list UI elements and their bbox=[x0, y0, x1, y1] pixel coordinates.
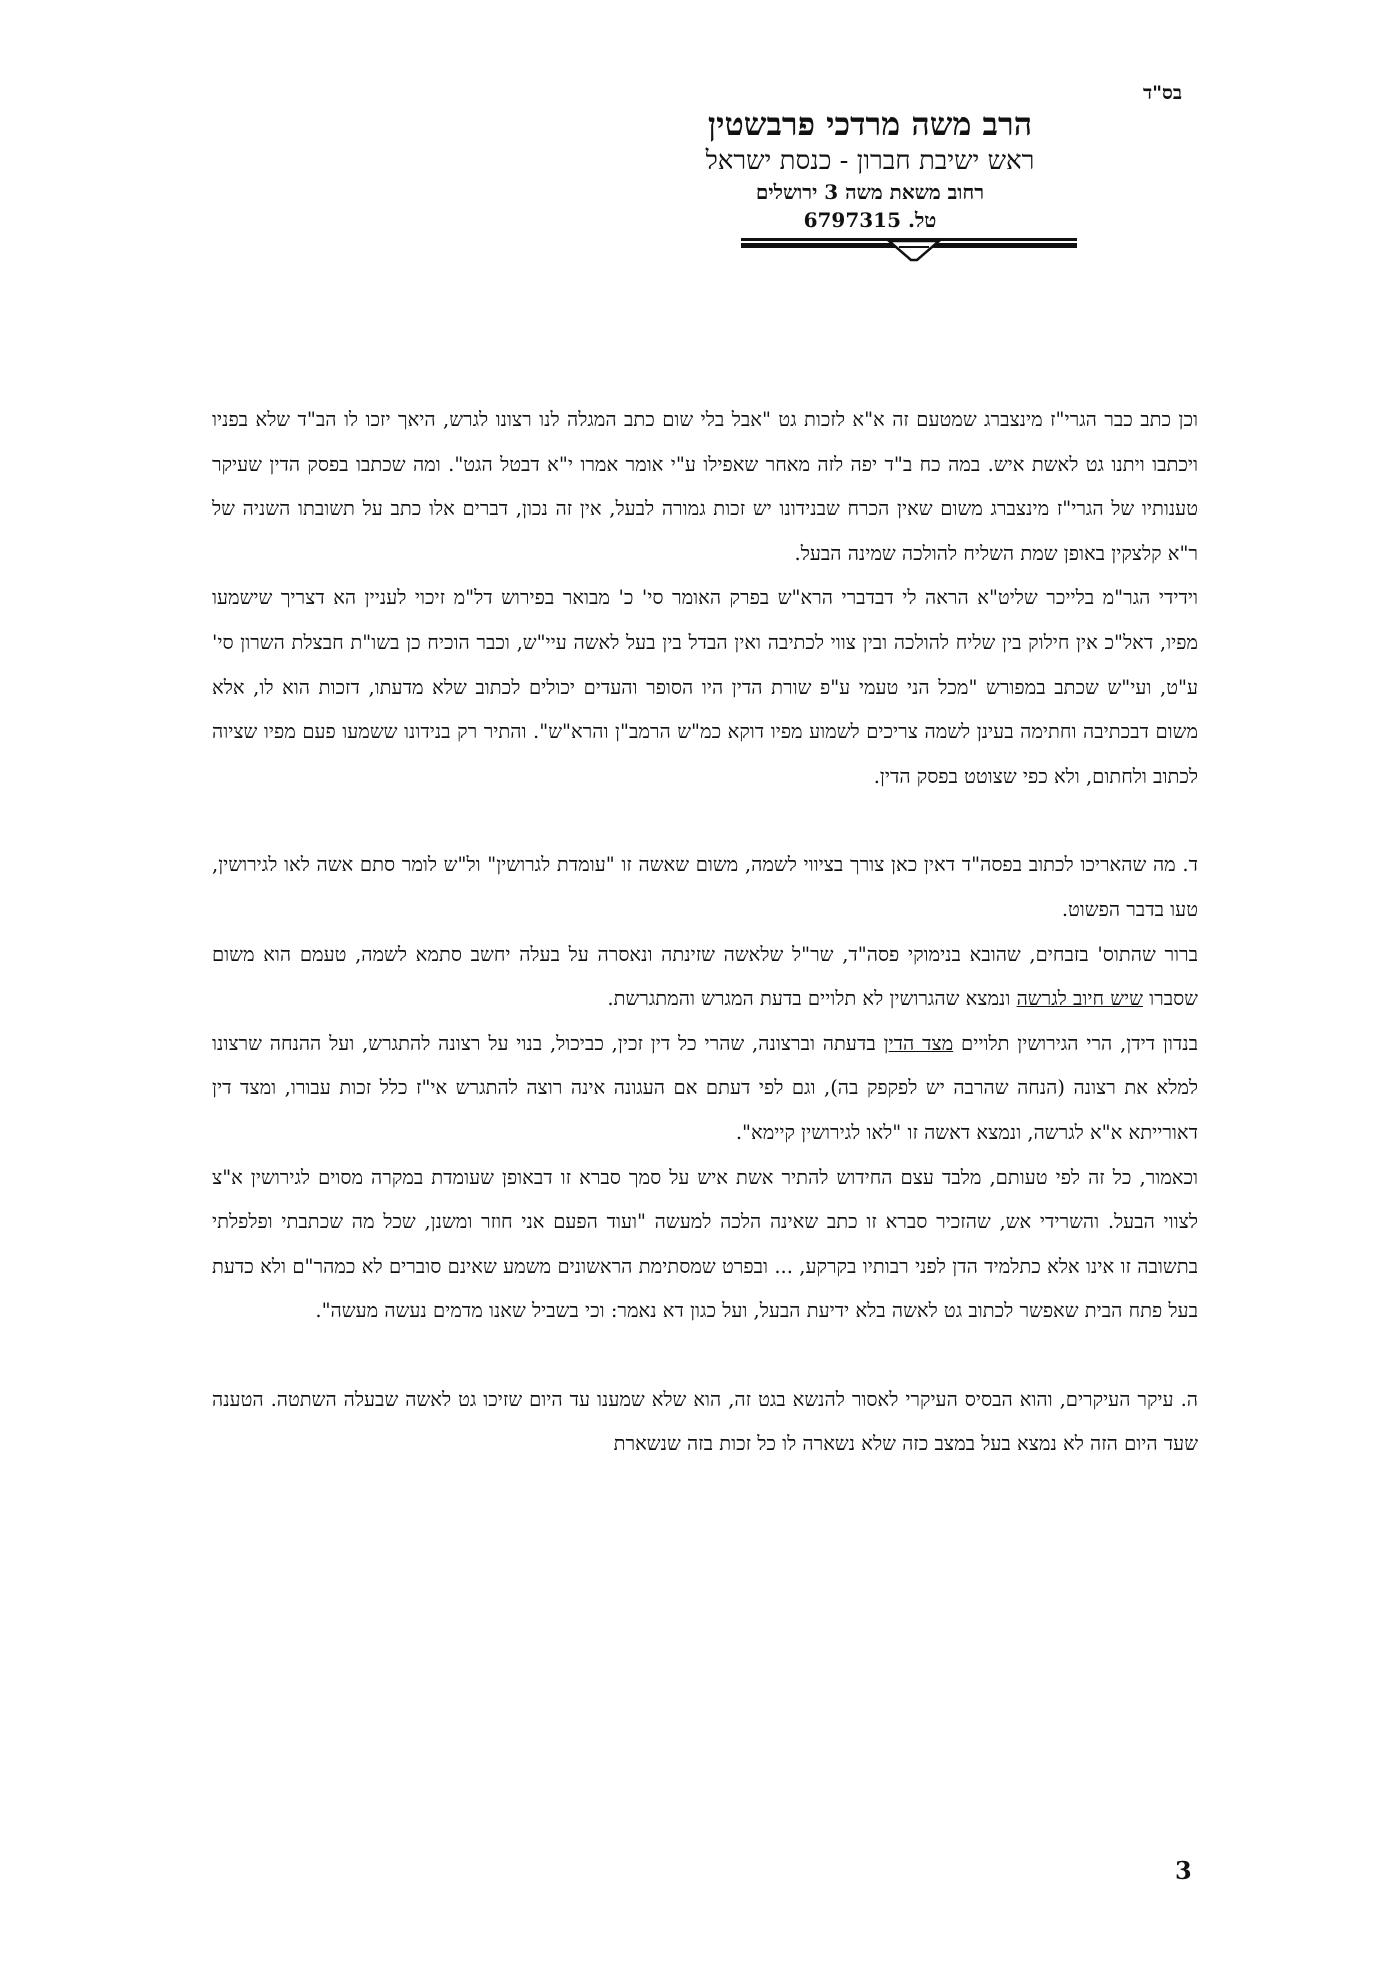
paragraph: ברור שהתוס' בזבחים, שהובא בנימוקי פסה"ד, שר"ל שלאשה שזינתה ונאסרה על בעלה יחשב סתמא לשמה, טעמם הוא משום שסברו שיש חיוב לגרשה ונמצא שהגרושין לא תלויים בדעת המגרש והמתגרשת. bbox=[212, 942, 1198, 1011]
letterhead-divider bbox=[741, 236, 1077, 266]
paragraph: וידידי הגר"מ בלייכר שליט"א הראה לי דבדברי הרא"ש בפרק האומר סי' כ' מבואר בפירוש דל"מ זיכוי לעניין הא דצריך שישמעו מפיו, דאל"כ אין חילוק בין שליח להולכה ובין צווי לכתיבה ואין הבדל בין בעל לאשה עיי"ש, וכבר הוכיח כן בשו"ת חבצלת השרון סי' ע"ט, ועי"ש שכתב במפורש "מכל הני טעמי ע"פ שורת הדין היו הסופר והעדים יכולים לכתוב שלא מדעתו, דזכות הוא לו, אלא משום דבכתיבה וחתימה בעינן לשמה צריכים לשמוע מפיו דוקא כמ"ש הרמב"ן והרא"ש". והתיר רק בנידונו ששמעו פעם מפיו שציוה לכתוב ולחתום, ולא כפי שצוטט בפסק הדין. bbox=[212, 586, 1198, 788]
rabbi-name: הרב משה מרדכי פרבשטין bbox=[707, 105, 1033, 143]
underlined-phrase: מצד הדין bbox=[883, 1031, 954, 1055]
rabbi-title: ראש ישיבת חברון - כנסת ישראל bbox=[705, 146, 1035, 176]
page-number: 3 bbox=[1175, 1856, 1192, 1885]
paragraph-section-he: ה. עיקר העיקרים, והוא הבסיס העיקרי לאסור להנשא בגט זה, הוא שלא שמענו עד היום שזיכו גט לאשה שבעלה השתטה. הטענה שעד היום הזה לא נמצא בעל במצב כזה שלא נשארה לו כל זכות בזה שנשארת bbox=[212, 1387, 1198, 1456]
paragraph: בנדון דידן, הרי הגירושין תלויים מצד הדין בדעתה וברצונה, שהרי כל דין זכין, כביכול, בנוי על רצונה להתגרש, ועל ההנחה שרצונו למלא את רצונה (הנחה שהרבה יש לפקפק בה), וגם לפי דעתם אם העגונה אינה רוצה להתגרש אי"ז כלל זכות עבורו, ומצד דין דאורייתא א"א לגרשה, ונמצא דאשה זו "לאו לגירושין קיימא". bbox=[212, 1031, 1199, 1144]
letterhead bbox=[660, 104, 1080, 234]
letterhead-address: רחוב משאת משה 3 ירושלים bbox=[755, 180, 985, 204]
letter-body bbox=[212, 398, 1198, 1467]
paragraph-section-dalet: ד. מה שהאריכו לכתוב בפסה"ד דאין כאן צורך בציווי לשמה, משום שאשה זו "עומדת לגרושין" ול"ש לומר סתם אשה לאו לגירושין, טעו בדבר הפשוט. bbox=[212, 853, 1198, 921]
paragraph: וכאמור, כל זה לפי טעותם, מלבד עצם החידוש להתיר אשת איש על סמך סברא זו דבאופן שעומדת במקרה מסוים לגירושין א"צ לצווי הבעל. והשרידי אש, שהזכיר סברא זו כתב שאינה הלכה למעשה "ועוד הפעם אני חוזר ומשנן, שכל מה שכתבתי ופלפלתי בתשובה זו אינו אלא כתלמיד הדן לפני רבותיו בקרקע, ... ובפרט שמסתימת הראשונים משמע שאינם סוברים לא כמהר"ם ולא כדעת בעל פתח הבית שאפשר לכתוב גט לאשה בלא ידיעת הבעל, ועל כגון דא נאמר: וכי בשביל שאנו מדמים נעשה מעשה". bbox=[212, 1165, 1198, 1323]
bsd-header: בס"ד bbox=[1142, 82, 1182, 104]
paragraph: וכן כתב כבר הגרי"ז מינצברג שמטעם זה א"א לזכות גט "אבל בלי שום כתב המגלה לנו רצונו לגרש, היאך יזכו לו הב"ד שלא בפניו ויכתבו ויתנו גט לאשת איש. במה כח ב"ד יפה לזה מאחר שאפילו ע"י אומר אמרו י"א דבטל הגט". ומה שכתבו בפסק הדין שעיקר טענותיו של הגרי"ז מינצברג משום שאין הכרח שבנידונו יש זכות גמורה לבעל, אין זה נכון, דברים אלו כתב על תשובתו השניה של ר"א קלצקין באופן שמת השליח להולכה שמינה הבעל. bbox=[212, 408, 1198, 565]
underlined-phrase: שיש חיוב לגרשה bbox=[1016, 987, 1143, 1011]
letterhead-phone: טל. 6797315 bbox=[803, 208, 937, 232]
